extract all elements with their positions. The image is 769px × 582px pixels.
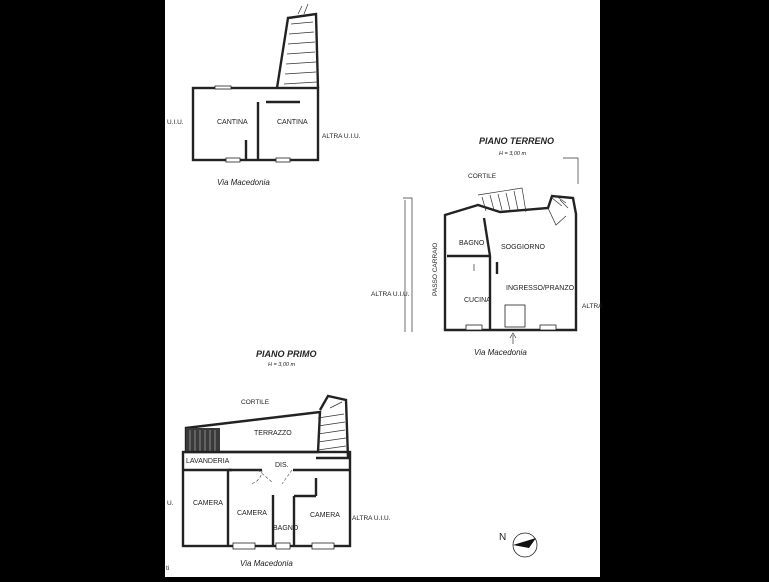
basement-room-label-cantina-1: CANTINA (217, 119, 248, 126)
ground-room-label-soggiorno: SOGGIORNO (501, 244, 545, 251)
ground-floor-height: H = 3,00 m (499, 151, 527, 157)
first-room-label-lavanderia: LAVANDERIA (186, 458, 230, 465)
first-room-label-terrazzo: TERRAZZO (254, 430, 292, 437)
first-left-neighbor-label: U. (167, 500, 174, 507)
basement-right-neighbor-label: ALTRA U.I.U. (322, 133, 361, 140)
margin-mark: ti (166, 565, 170, 572)
basement-room-label-cantina-2: CANTINA (277, 119, 308, 126)
ground-room-label-ingresso-pranzo: INGRESSO/PRANZO (506, 285, 575, 292)
ground-floor-courtyard-label: CORTILE (468, 173, 497, 180)
ground-street-label: Via Macedonia (474, 348, 527, 357)
ground-right-neighbor-label: ALTRA (582, 303, 603, 310)
ground-driveway-label: PASSO CARRAIO (432, 242, 439, 296)
first-room-label-camera-1: CAMERA (193, 500, 223, 507)
ground-floor-title: PIANO TERRENO (479, 136, 555, 146)
basement-street-label: Via Macedonia (217, 178, 270, 187)
ground-room-label-bagno: BAGNO (459, 240, 485, 247)
basement-left-neighbor-label: U.I.U. (167, 119, 184, 126)
ground-room-label-cucina: CUCINA (464, 297, 491, 304)
first-room-label-dis: DIS. (275, 462, 289, 469)
first-street-label: Via Macedonia (240, 559, 293, 568)
compass-north-label: N (499, 532, 507, 543)
first-floor-courtyard-label: CORTILE (241, 399, 270, 406)
first-right-neighbor-label: ALTRA U.I.U. (352, 515, 391, 522)
first-room-label-bagno: BAGNO (273, 525, 299, 532)
ground-left-neighbor-label: ALTRA U.I.U. (371, 291, 410, 298)
first-floor-title: PIANO PRIMO (256, 349, 317, 359)
first-floor-height: H = 3,00 m (268, 362, 296, 368)
first-room-label-camera-3: CAMERA (310, 512, 340, 519)
first-room-label-camera-2: CAMERA (237, 510, 267, 517)
